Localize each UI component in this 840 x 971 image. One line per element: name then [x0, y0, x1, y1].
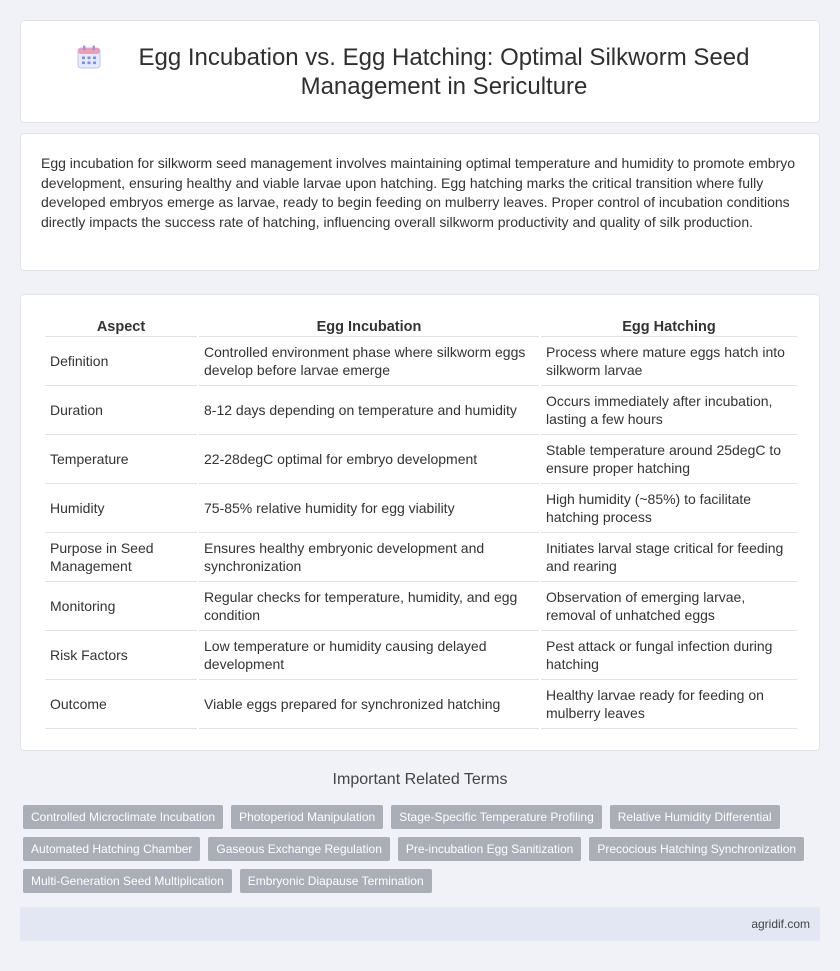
- related-term-tag[interactable]: Multi-Generation Seed Multiplication: [23, 869, 232, 893]
- row-aspect: Outcome: [45, 680, 197, 729]
- related-terms-list: [23, 805, 823, 901]
- table-row: [45, 484, 797, 533]
- row-aspect: Humidity: [45, 484, 197, 533]
- row-hatching: Occurs immediately after incubation, lasting a few hours: [541, 386, 797, 435]
- table-row: [45, 337, 797, 386]
- header-egg-incubation: Egg Incubation: [199, 315, 539, 337]
- title-wrap: [36, 43, 804, 101]
- table-row: [45, 680, 797, 729]
- table-row: [45, 533, 797, 582]
- related-term-tag[interactable]: Controlled Microclimate Incubation: [23, 805, 223, 829]
- row-incubation: Low temperature or humidity causing delayed development: [199, 631, 539, 680]
- row-incubation: Regular checks for temperature, humidity, and egg condition: [199, 582, 539, 631]
- row-hatching: Stable temperature around 25degC to ensure proper hatching: [541, 435, 797, 484]
- row-hatching: High humidity (~85%) to facilitate hatching process: [541, 484, 797, 533]
- row-aspect: Monitoring: [45, 582, 197, 631]
- related-term-tag[interactable]: Pre-incubation Egg Sanitization: [398, 837, 581, 861]
- row-hatching: Healthy larvae ready for feeding on mulberry leaves: [541, 680, 797, 729]
- row-incubation: Ensures healthy embryonic development and synchronization: [199, 533, 539, 582]
- row-incubation: Controlled environment phase where silkworm eggs develop before larvae emerge: [199, 337, 539, 386]
- row-aspect: Duration: [45, 386, 197, 435]
- row-aspect: Definition: [45, 337, 197, 386]
- table-row: [45, 386, 797, 435]
- footer-site-link[interactable]: agridif.com: [751, 917, 810, 931]
- row-aspect: Risk Factors: [45, 631, 197, 680]
- header-aspect: Aspect: [45, 315, 197, 337]
- comparison-table: [43, 315, 799, 729]
- row-incubation: 75-85% relative humidity for egg viability: [199, 484, 539, 533]
- footer: [20, 907, 820, 941]
- row-hatching: Observation of emerging larvae, removal of unhatched eggs: [541, 582, 797, 631]
- related-term-tag[interactable]: Photoperiod Manipulation: [231, 805, 383, 829]
- calendar-icon: [76, 44, 102, 70]
- row-hatching: Initiates larval stage critical for feeding and rearing: [541, 533, 797, 582]
- table-header-row: [45, 315, 797, 337]
- related-term-tag[interactable]: Gaseous Exchange Regulation: [208, 837, 389, 861]
- header-egg-hatching: Egg Hatching: [541, 315, 797, 337]
- table-row: [45, 582, 797, 631]
- row-hatching: Process where mature eggs hatch into silkworm larvae: [541, 337, 797, 386]
- table-row: [45, 631, 797, 680]
- row-incubation: 8-12 days depending on temperature and humidity: [199, 386, 539, 435]
- row-aspect: Temperature: [45, 435, 197, 484]
- related-term-tag[interactable]: Stage-Specific Temperature Profiling: [391, 805, 602, 829]
- row-incubation: Viable eggs prepared for synchronized hatching: [199, 680, 539, 729]
- table-row: [45, 435, 797, 484]
- related-term-tag[interactable]: Embryonic Diapause Termination: [240, 869, 432, 893]
- related-terms-heading: Important Related Terms: [332, 771, 508, 788]
- summary-text: Egg incubation for silkworm seed management involves maintaining optimal temperature and humidity to promote embryo development, ensuring healthy and viable larvae upon hatching. Egg hatching marks the critical transition where fully developed embryos emerge as larvae, ready to begin feeding on mulberry leaves. Proper control of incubation conditions directly impacts the success rate of hatching, influencing overall silkworm productivity and quality of silk production.: [41, 155, 796, 230]
- comparison-table-card: [20, 294, 820, 751]
- related-term-tag[interactable]: Automated Hatching Chamber: [23, 837, 200, 861]
- row-aspect: Purpose in Seed Management: [45, 533, 197, 582]
- row-hatching: Pest attack or fungal infection during hatching: [541, 631, 797, 680]
- related-term-tag[interactable]: Precocious Hatching Synchronization: [589, 837, 804, 861]
- related-term-tag[interactable]: Relative Humidity Differential: [610, 805, 780, 829]
- title-card: [20, 20, 820, 123]
- row-incubation: 22-28degC optimal for embryo development: [199, 435, 539, 484]
- page-title: Egg Incubation vs. Egg Hatching: Optimal Silkworm Seed Management in Sericulture: [138, 43, 750, 100]
- summary-card: [20, 133, 820, 271]
